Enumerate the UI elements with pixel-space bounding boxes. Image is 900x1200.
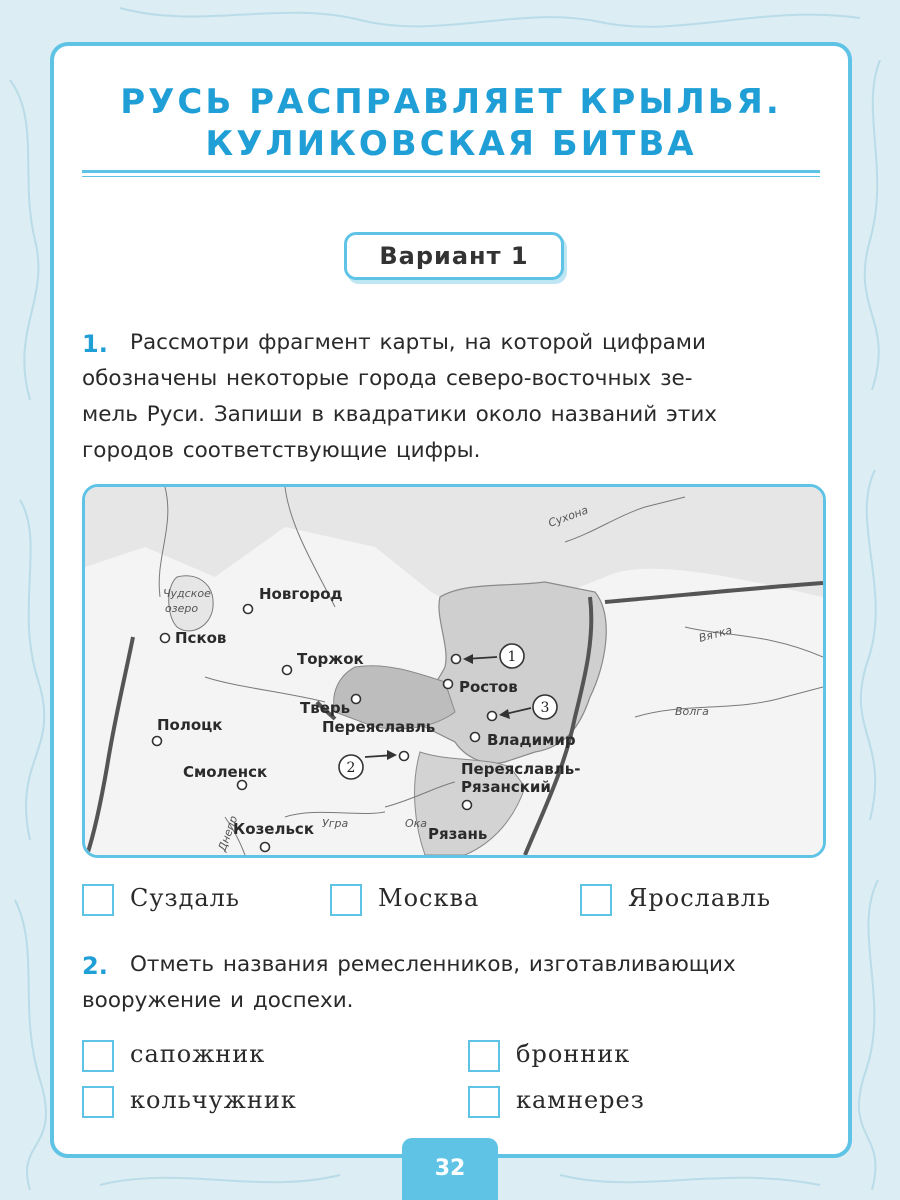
map-marker-2-label: 2 bbox=[346, 760, 356, 776]
map-label-dnepr: Днепр bbox=[215, 814, 241, 854]
city-dot-torzhok bbox=[283, 666, 292, 675]
option-kolchuzhnik: кольчужник bbox=[130, 1086, 297, 1114]
map-label-ozero: озеро bbox=[165, 602, 199, 615]
map-label-rostov: Ростов bbox=[459, 678, 518, 696]
page-number: 32 bbox=[402, 1138, 498, 1200]
map-label-sukhona: Сухона bbox=[546, 503, 590, 530]
map-label-polotsk: Полоцк bbox=[157, 716, 223, 734]
map-label-chudskoe: Чудское bbox=[163, 587, 211, 600]
title-divider bbox=[82, 170, 820, 173]
city-dot-tver bbox=[352, 695, 361, 704]
option-kamnerez: камнерез bbox=[516, 1086, 645, 1114]
city-dot-novgorod bbox=[244, 605, 253, 614]
checkbox-bronnik[interactable] bbox=[468, 1040, 500, 1072]
map-label-vladimir: Владимир bbox=[487, 731, 576, 749]
map-marker-3-label: 3 bbox=[540, 700, 550, 716]
title-divider-thin bbox=[82, 176, 820, 177]
question2-number: 2. bbox=[82, 952, 108, 980]
map-label-novgorod: Новгород bbox=[259, 585, 343, 603]
city-dot-polotsk bbox=[153, 737, 162, 746]
map-label-volga: Волга bbox=[675, 705, 709, 718]
map-label-vyatka: Вятка bbox=[697, 623, 734, 645]
map-label-torzhok: Торжок bbox=[297, 650, 364, 668]
map-label-pereyaslavl-ryazansky-1: Переяславль- bbox=[461, 760, 581, 778]
answer-box-moskva[interactable] bbox=[330, 884, 362, 916]
question1-number: 1. bbox=[82, 330, 108, 358]
worksheet-card bbox=[50, 42, 852, 1158]
city-dot-kozelsk bbox=[261, 843, 270, 852]
question2-line1: Отметь названия ремесленников, изготавливающих bbox=[130, 952, 736, 977]
city-dot-marker3 bbox=[488, 712, 497, 721]
map-label-ugra: Угра bbox=[322, 817, 349, 830]
option-sapozhnik: сапожник bbox=[130, 1040, 266, 1068]
question2-line2: вооружение и доспехи. bbox=[82, 988, 354, 1013]
option-suzdal: Суздаль bbox=[130, 884, 240, 912]
city-dot-pereyaslavl-ryazansky bbox=[463, 801, 472, 810]
map-label-oka: Ока bbox=[405, 817, 428, 830]
city-dot-marker1 bbox=[452, 655, 461, 664]
checkbox-kolchuzhnik[interactable] bbox=[82, 1086, 114, 1118]
map-marker-1-label: 1 bbox=[507, 649, 517, 665]
city-dot-marker2 bbox=[400, 752, 409, 761]
variant-badge: Вариант 1 bbox=[344, 232, 564, 280]
map-label-smolensk: Смоленск bbox=[183, 763, 268, 781]
page-title-line1: РУСЬ РАСПРАВЛЯЕТ КРЫЛЬЯ. bbox=[120, 82, 782, 122]
map-label-pskov: Псков bbox=[175, 629, 227, 647]
historical-map bbox=[82, 484, 826, 858]
option-moskva: Москва bbox=[378, 884, 480, 912]
map-label-ryazan: Рязань bbox=[428, 825, 488, 843]
answer-box-yaroslavl[interactable] bbox=[580, 884, 612, 916]
city-dot-rostov bbox=[444, 680, 453, 689]
page-title-line2: КУЛИКОВСКАЯ БИТВА bbox=[205, 124, 697, 164]
checkbox-sapozhnik[interactable] bbox=[82, 1040, 114, 1072]
city-dot-vladimir bbox=[471, 733, 480, 742]
question1-line2: обозначены некоторые города северо-восточных зе- bbox=[82, 366, 693, 391]
checkbox-kamnerez[interactable] bbox=[468, 1086, 500, 1118]
question1-line3: мель Руси. Запиши в квадратики около названий этих bbox=[82, 402, 718, 427]
map-label-kozelsk: Козельск bbox=[233, 820, 314, 838]
option-bronnik: бронник bbox=[516, 1040, 631, 1068]
map-label-tver: Тверь bbox=[300, 699, 351, 717]
question1-line4: городов соответствующие цифры. bbox=[82, 438, 481, 463]
map-label-pereyaslavl-ryazansky-2: Рязанский bbox=[461, 778, 551, 796]
question1-line1: Рассмотри фрагмент карты, на которой цифрами bbox=[130, 330, 706, 355]
city-dot-pskov bbox=[161, 634, 170, 643]
answer-box-suzdal[interactable] bbox=[82, 884, 114, 916]
city-dot-smolensk bbox=[238, 781, 247, 790]
option-yaroslavl: Ярославль bbox=[628, 884, 772, 912]
map-label-pereyaslavl: Переяславль bbox=[322, 718, 436, 736]
